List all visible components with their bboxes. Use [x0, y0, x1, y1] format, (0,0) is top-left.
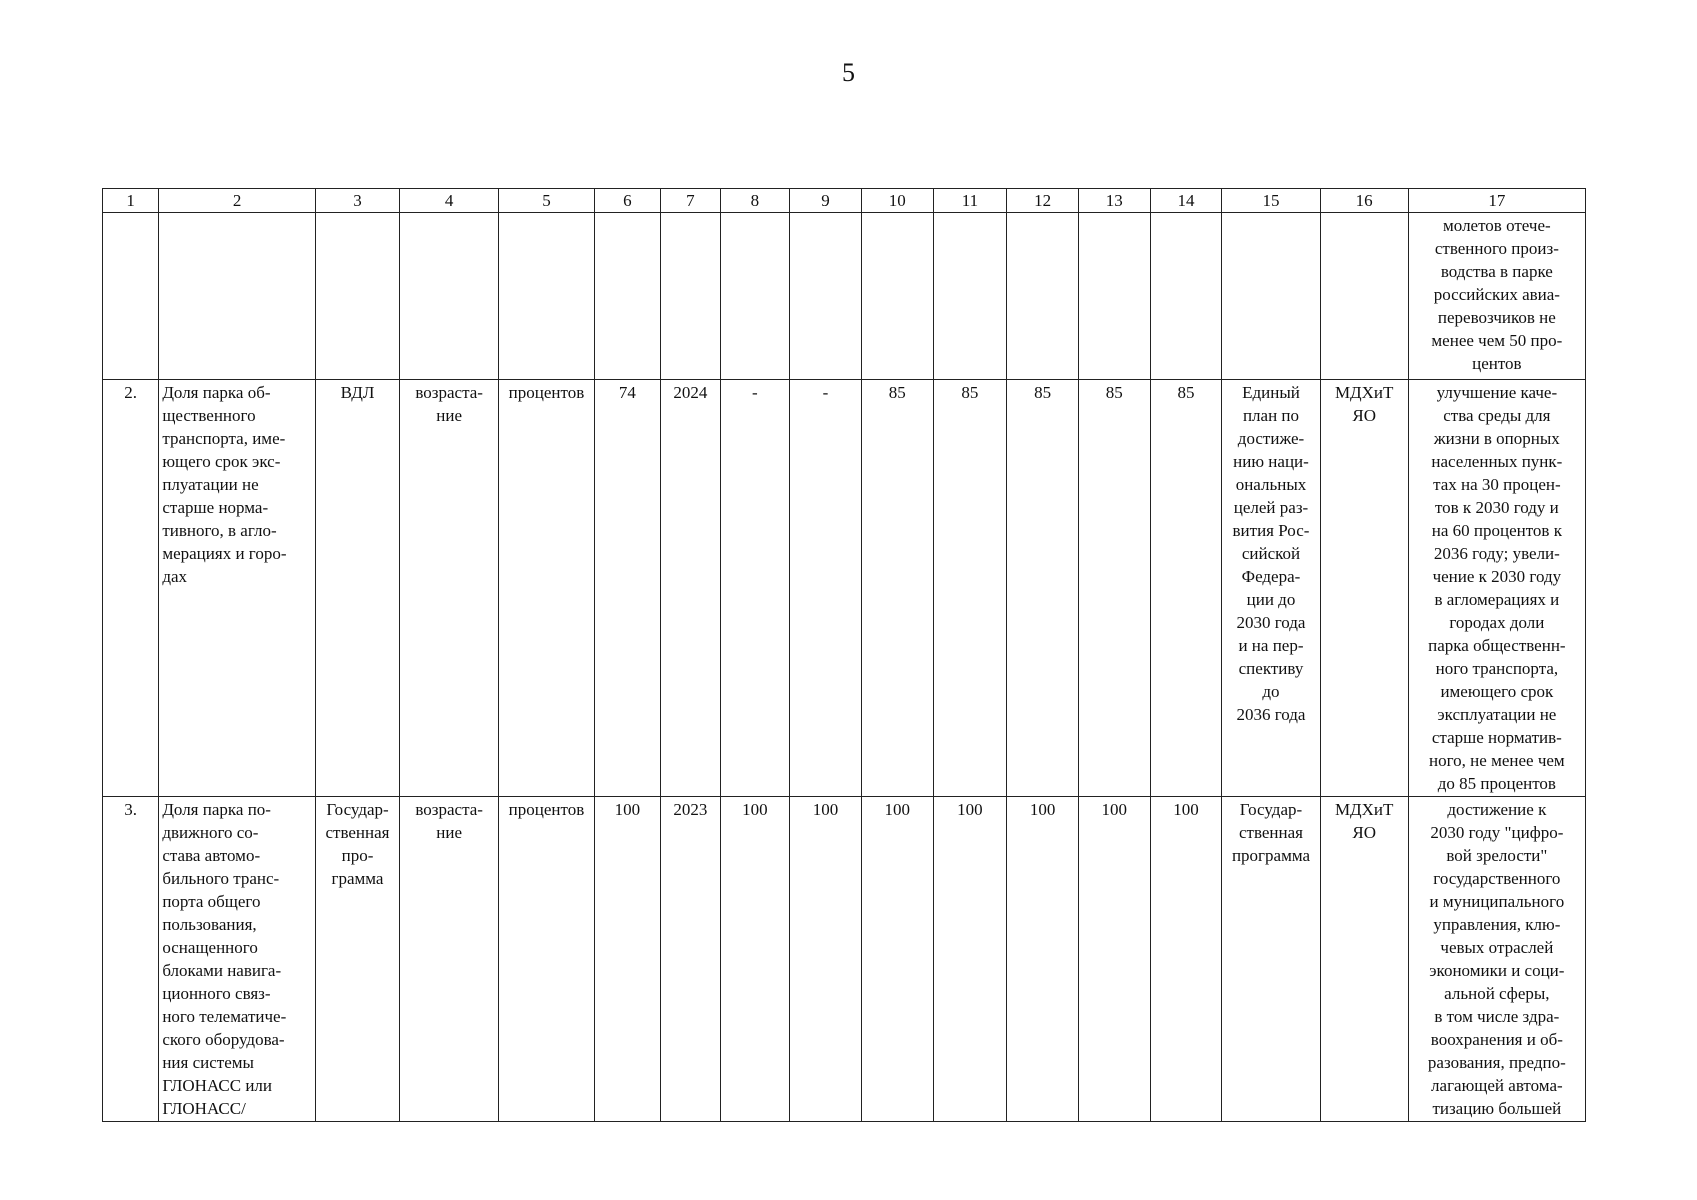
value-col-13 [1078, 213, 1150, 380]
column-number: 12 [1007, 189, 1079, 213]
value-col-10 [861, 213, 933, 380]
indicator-name [159, 213, 316, 380]
value-col-14 [1150, 213, 1222, 380]
value-col-12: 85 [1007, 380, 1079, 797]
value-col-10: 85 [861, 380, 933, 797]
value-col-9: 100 [790, 797, 862, 1122]
column-number: 6 [594, 189, 661, 213]
responsible-body: МДХиТ ЯО [1320, 380, 1408, 797]
trend [399, 213, 498, 380]
value-col-8: - [720, 380, 790, 797]
column-number: 10 [861, 189, 933, 213]
column-number: 17 [1408, 189, 1585, 213]
column-number: 7 [661, 189, 720, 213]
national-goal: молетов отече- ственного произ- водства в парке российских авиа- перевозчиков не менее чем 50 про- центов [1408, 213, 1585, 380]
base-value [594, 213, 661, 380]
row-number: 2. [103, 380, 159, 797]
national-goal: улучшение каче- ства среды для жизни в опорных населенных пунк- тах на 30 процен- тов к 2030 году и на 60 процентов к 2036 году; увели- чение к 2030 году в агломерациях и городах доли парка общественн- ного транспорта, имеющего срок эксплуатации не старше норматив- ного, не менее чем до 85 процентов [1408, 380, 1585, 797]
unit [499, 213, 594, 380]
trend: возраста- ние [399, 380, 498, 797]
base-value: 74 [594, 380, 661, 797]
value-col-13: 85 [1078, 380, 1150, 797]
value-col-8: 100 [720, 797, 790, 1122]
column-number: 3 [316, 189, 400, 213]
table-row [103, 380, 1586, 797]
value-col-11: 85 [933, 380, 1007, 797]
row-number [103, 213, 159, 380]
column-number: 5 [499, 189, 594, 213]
indicator-level: ВДЛ [316, 380, 400, 797]
column-number: 2 [159, 189, 316, 213]
responsible-body [1320, 213, 1408, 380]
national-goal: достижение к 2030 году "цифро- вой зрелости" государственного и муниципального управления, клю- чевых отраслей экономики и соци- альной сферы, в том числе здра- воохранения и об- разования, предпо- лагающей автома- тизацию большей [1408, 797, 1585, 1122]
column-number: 4 [399, 189, 498, 213]
column-number-row [103, 189, 1586, 213]
value-col-13: 100 [1078, 797, 1150, 1122]
value-col-12: 100 [1007, 797, 1079, 1122]
column-number: 1 [103, 189, 159, 213]
column-number: 16 [1320, 189, 1408, 213]
column-number: 8 [720, 189, 790, 213]
unit: процентов [499, 797, 594, 1122]
column-number: 11 [933, 189, 1007, 213]
unit: процентов [499, 380, 594, 797]
column-number: 14 [1150, 189, 1222, 213]
table-row [103, 797, 1586, 1122]
trend: возраста- ние [399, 797, 498, 1122]
value-col-12 [1007, 213, 1079, 380]
row-number: 3. [103, 797, 159, 1122]
indicator-name: Доля парка об- щественного транспорта, име- ющего срок экс- плуатации не старше норма- тивного, в агло- мерациях и горо- дах [159, 380, 316, 797]
source-document: Единый план по достиже- нию наци- ональных целей раз- вития Рос- сийской Федера- ции до 2030 года и на пер- спективу до 2036 года [1222, 380, 1320, 797]
value-col-11 [933, 213, 1007, 380]
value-col-14: 85 [1150, 380, 1222, 797]
indicator-name: Доля парка по- движного со- става автомо- бильного транс- порта общего пользования, оснащенного блоками навига- ционного связ- ного телематиче- ского оборудова- ния системы ГЛОНАСС или ГЛОНАСС/ [159, 797, 316, 1122]
page-number: 5 [842, 58, 855, 87]
source-document: Государ- ственная программа [1222, 797, 1320, 1122]
base-year: 2024 [661, 380, 720, 797]
indicators-table [102, 188, 1586, 1122]
base-value: 100 [594, 797, 661, 1122]
column-number: 9 [790, 189, 862, 213]
responsible-body: МДХиТ ЯО [1320, 797, 1408, 1122]
value-col-10: 100 [861, 797, 933, 1122]
value-col-14: 100 [1150, 797, 1222, 1122]
indicator-level: Государ- ственная про- грамма [316, 797, 400, 1122]
base-year: 2023 [661, 797, 720, 1122]
value-col-9 [790, 213, 862, 380]
source-document [1222, 213, 1320, 380]
indicator-level [316, 213, 400, 380]
value-col-9: - [790, 380, 862, 797]
column-number: 13 [1078, 189, 1150, 213]
base-year [661, 213, 720, 380]
value-col-8 [720, 213, 790, 380]
column-number: 15 [1222, 189, 1320, 213]
table-row [103, 213, 1586, 380]
value-col-11: 100 [933, 797, 1007, 1122]
